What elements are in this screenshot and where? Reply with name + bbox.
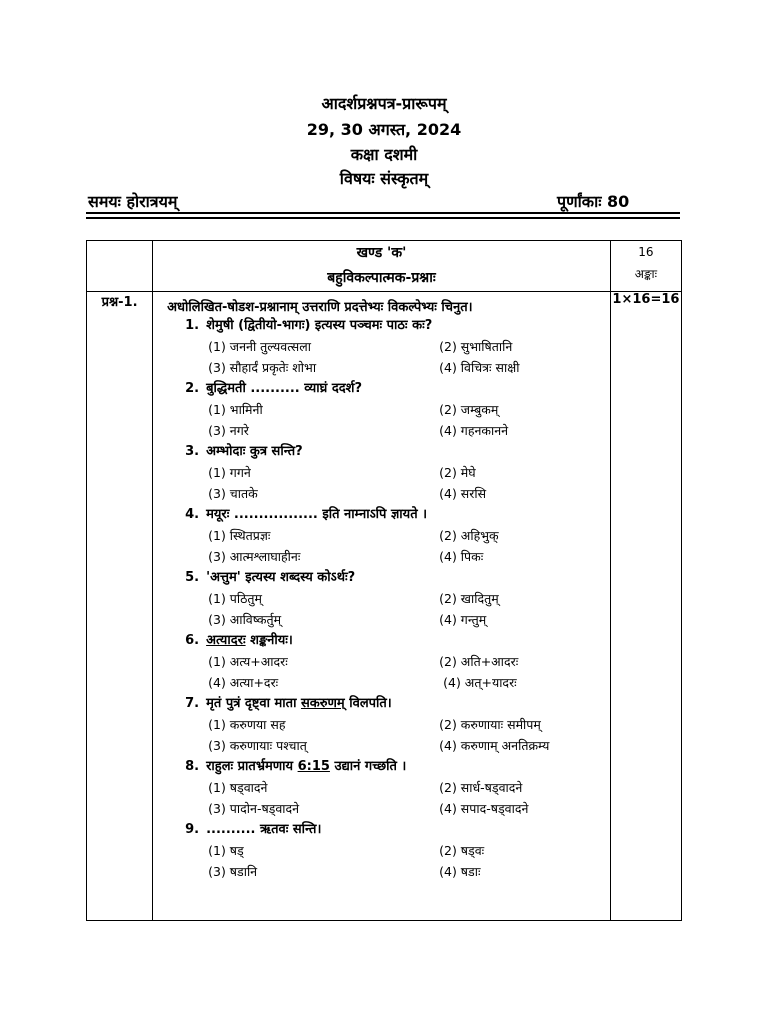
mcq-option: (3) चातके [208,486,258,501]
mcq-option: (1) जननी तुल्यवत्सला [208,339,311,354]
section-header-row [87,241,682,292]
mcq-option: (3) आविष्कर्तुम् [208,612,282,627]
mcq-option: (1) करुणया सह [208,717,286,732]
section-title: खण्ड 'क' [356,245,407,261]
mcq-option: (2) षड्वः [439,843,485,858]
mcq-options-row [153,735,610,756]
mcq-option: (2) जम्बुकम् [439,402,499,417]
mcq-options-row [153,672,610,693]
section-marks-label: अङ्काः [634,267,658,281]
mcq-options-row [153,588,610,609]
mcq-question [153,630,610,651]
mcq-text: बुद्धिमती .......... व्याघ्रं ददर्श? [206,381,363,396]
mcq-option: (3) नगरे [208,423,249,438]
mcq-options-row [153,357,610,378]
mcq-option: (2) सार्ध-षड्वादने [439,780,523,795]
mcq-option: (1) षड् [208,843,244,858]
mcq-options-row [153,651,610,672]
mcq-text-post: शङ्कनीयः। [245,633,293,648]
mcq-number: 8. [185,759,200,774]
mcq-options-row [153,336,610,357]
mcq-text-pre: मृतं पुत्रं दृष्ट्वा माता [206,696,301,711]
mcq-options-row [153,777,610,798]
class-name: कक्षा दशमी [350,145,418,164]
mcq-option: (4) षडाः [439,864,481,879]
mcq-option: (1) अत्य+आदरः [208,654,288,669]
mcq-option: (2) खादितुम् [439,591,499,606]
question-label: प्रश्न-1. [87,292,153,921]
mcq-option: (4) पिकः [439,549,484,564]
mcq-option: (4) सरसि [439,486,487,501]
mcq-number: 3. [185,444,200,459]
mcq-options-row [153,483,610,504]
mcq-question [153,819,610,840]
mcq-option: (3) आत्मश्लाघाहीनः [208,549,301,564]
section-marks-cell [610,241,681,292]
time-allowed: समयः होरात्रयम् [88,192,178,211]
mcq-option: (2) सुभाषितानि [439,339,513,354]
question-table [86,240,682,921]
mcq-option: (3) सौहार्दं प्रकृतेः शोभा [208,360,317,375]
mcq-number: 4. [185,507,200,522]
mcq-option: (4) गन्तुम् [439,612,487,627]
mcq-option: (2) मेघे [439,465,476,480]
mcq-option: (3) करुणायाः पश्चात् [208,738,307,753]
mcq-question [153,756,610,777]
mcq-options-row [153,462,610,483]
mcq-number: 6. [185,633,200,648]
mcq-option: (1) गगने [208,465,251,480]
subject-name: विषयः संस्कृतम् [339,169,429,188]
mcq-text: 'अत्तुम' इत्यस्य शब्दस्य कोऽर्थः? [206,570,356,585]
mcq-option: (4) करुणाम् अनतिक्रम्य [439,738,550,753]
question-row [87,292,682,921]
mcq-option: (1) पठितुम् [208,591,262,606]
mcq-question [153,693,610,714]
mcq-option: (1) भामिनी [208,402,263,417]
mcq-number: 5. [185,570,200,585]
question-instruction: अधोलिखित-षोडश-प्रश्नानाम् उत्तराणि प्रदत्तेभ्यः विकल्पेभ्यः चिनुत। [167,300,473,315]
mcq-question [153,441,610,462]
mcq-options-row [153,840,610,861]
mcq-options-row [153,546,610,567]
mcq-option: (4) सपाद-षड्वादने [439,801,529,816]
mcq-question [153,378,610,399]
mcq-options-row [153,399,610,420]
mcq-text: .......... ऋतवः सन्ति। [206,822,322,837]
mcq-number: 2. [185,381,200,396]
question-marks: 1×16=16 [610,292,681,921]
mcq-underlined-term: 6:15 [297,759,330,774]
mcq-option: (4) विचित्रः साक्षी [439,360,520,375]
mcq-option: (2) करुणायाः समीपम् [439,717,541,732]
paper-title: आदर्शप्रश्नपत्र-प्रारूपम् [321,94,447,113]
mcq-option: (4) अत्या+दरः [208,675,279,690]
empty-label-cell [87,241,153,292]
mcq-options-row [153,798,610,819]
mcq-options-row [153,525,610,546]
mcq-option: (3) पादोन-षड्वादने [208,801,300,816]
mcq-text-pre: राहुलः प्रातर्भ्रमणाय [206,759,298,774]
mcq-text: मयूरः ................. इति नाम्नाऽपि ज्ञायते । [206,507,428,522]
mcq-underlined-term: सकरुणम् [300,696,345,711]
mcq-option: (4) अत्+यादरः [443,675,517,690]
mcq-text: शेमुषी (द्वितीयो-भागः) इत्यस्य पञ्चमः पाठः कः? [206,318,433,333]
mcq-options-row [153,420,610,441]
mcq-option: (1) षड्वादने [208,780,268,795]
mcq-question [153,315,610,336]
mcq-option: (2) अति+आदरः [439,654,519,669]
section-heading-cell [153,241,611,292]
header-rule-bottom [86,217,680,219]
mcq-option: (2) अहिभुक् [439,528,499,543]
mcq-number: 1. [185,318,200,333]
full-marks: पूर्णांकाः 80 [557,192,630,211]
mcq-question [153,567,610,588]
exam-date: 29, 30 अगस्त, 2024 [306,120,462,139]
mcq-option: (3) षडानि [208,864,258,879]
mcq-options-row [153,714,610,735]
mcq-question [153,504,610,525]
mcq-option: (4) गहनकानने [439,423,509,438]
mcq-underlined-term: अत्यादरः [206,633,246,648]
mcq-option: (1) स्थितप्रज्ञः [208,528,271,543]
question-body [153,292,611,921]
section-marks-value: 16 [638,245,654,259]
mcq-number: 7. [185,696,200,711]
mcq-text: अम्भोदाः कुत्र सन्ति? [206,444,303,459]
section-subtitle: बहुविकल्पात्मक-प्रश्नाः [327,270,436,286]
mcq-text-post: विलपति। [344,696,392,711]
mcq-number: 9. [185,822,200,837]
mcq-options-row [153,861,610,882]
header-rule-top [86,212,680,214]
mcq-text-post: उद्यानं गच्छति । [329,759,407,774]
mcq-options-row [153,609,610,630]
mcq-list [153,315,610,882]
